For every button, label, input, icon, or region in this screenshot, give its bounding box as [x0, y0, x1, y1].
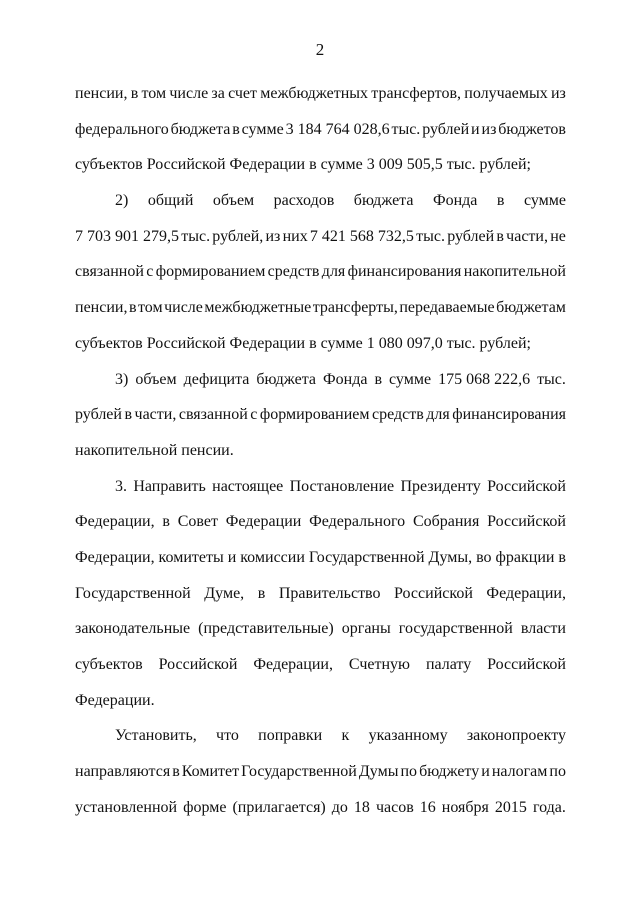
word: Федерации — [225, 513, 302, 531]
word: Российской — [487, 656, 566, 673]
text-line — [75, 183, 566, 219]
word: налогам — [491, 763, 548, 781]
word: 175 068 222,6 — [438, 370, 531, 388]
word: Российской — [487, 513, 566, 531]
text-line — [75, 718, 566, 754]
word: Установить, — [115, 727, 197, 745]
word: по — [549, 763, 566, 781]
word: 2) — [115, 192, 129, 210]
word: Совет — [177, 513, 218, 531]
word: числе — [164, 299, 203, 317]
word: бюджетам — [496, 299, 566, 317]
word: по — [400, 763, 418, 781]
word: формированием — [259, 406, 370, 424]
word: тыс. — [181, 227, 211, 245]
text-line — [75, 112, 566, 148]
word: в — [130, 85, 139, 102]
paragraph-deficit — [75, 362, 566, 469]
word: ноября — [441, 798, 489, 816]
word: государственной — [398, 620, 513, 638]
word: Федерации, — [486, 584, 566, 602]
word: федерального — [75, 120, 169, 138]
word: пенсии, — [75, 299, 128, 317]
text-line: Федерации. — [75, 691, 155, 709]
word: трансфертов, — [371, 85, 462, 102]
word: межбюджетные — [204, 299, 312, 317]
word: Российской — [394, 584, 473, 602]
word: для — [321, 263, 346, 281]
text-line — [75, 254, 566, 290]
page-number: 2 — [315, 40, 325, 59]
word: за — [211, 85, 225, 102]
word: Фонда — [323, 370, 368, 388]
word: объем — [135, 370, 177, 388]
word: 3. — [115, 477, 127, 495]
text-line — [75, 504, 566, 540]
paragraph-total-expenses — [75, 183, 566, 361]
text-line: субъектов Российской Федерации в сумме 3 009 505,5 тыс. рублей; — [75, 156, 531, 174]
word: субъектов — [75, 656, 143, 673]
word: них — [282, 227, 308, 245]
word: что — [216, 727, 239, 745]
word: власти — [520, 620, 566, 638]
text-line — [75, 397, 566, 433]
word: в — [558, 548, 566, 566]
word: указанному — [368, 727, 448, 745]
word: рублей — [75, 406, 122, 424]
word: Российской — [158, 656, 238, 673]
word: Российской — [487, 477, 566, 495]
word: том — [141, 85, 167, 102]
word: связанной — [75, 263, 144, 281]
word: 2015 — [494, 798, 527, 816]
word: получаемых — [464, 85, 548, 102]
word: тыс. — [391, 120, 421, 138]
paragraph-pension-transfers — [75, 76, 566, 183]
word: тыс. — [416, 227, 445, 245]
word: части, — [134, 406, 177, 424]
word: во — [476, 548, 492, 566]
word: сумме — [241, 120, 284, 138]
word: межбюджетных — [260, 85, 369, 102]
word: в — [374, 370, 383, 388]
word: Думе, — [204, 584, 245, 602]
word: настоящее — [212, 477, 284, 495]
word: до — [331, 798, 348, 816]
word: года. — [532, 798, 566, 816]
word: Счетную — [348, 656, 411, 673]
word: сумме — [389, 370, 432, 388]
word: к — [341, 727, 350, 745]
word: 16 — [419, 798, 436, 816]
word: и — [481, 763, 490, 781]
word: бюджета — [170, 120, 231, 138]
text-line: субъектов Российской Федерации в сумме 1 080 097,0 тыс. рублей; — [75, 334, 531, 352]
word: с — [146, 263, 154, 281]
word: бюджетов — [498, 120, 566, 138]
word: средств — [267, 263, 320, 281]
word: комиссии — [240, 548, 305, 566]
paragraph-amendments-deadline — [75, 718, 566, 825]
word: Федерации, — [75, 548, 155, 566]
word: в — [124, 406, 133, 424]
text-line — [75, 219, 566, 255]
document-body — [75, 76, 566, 825]
word: общий — [147, 192, 194, 210]
word: часов — [375, 798, 414, 816]
word: из — [550, 85, 566, 102]
word: Комитет — [181, 763, 240, 781]
word: Направить — [133, 477, 206, 495]
word: органы — [341, 620, 391, 638]
word: рублей — [422, 120, 470, 138]
word: Думы — [358, 763, 399, 781]
word: законодательные — [75, 620, 191, 638]
text-line: накопительной пенсии. — [75, 441, 234, 459]
text-line — [75, 540, 566, 576]
word: в — [162, 513, 170, 531]
text-line — [75, 790, 566, 826]
paragraph-send-resolution — [75, 469, 566, 719]
word: с — [250, 406, 258, 424]
word: накопительной — [463, 263, 566, 281]
word: финансирования — [347, 263, 462, 281]
word: Государственной — [241, 763, 357, 781]
word: (представительные) — [198, 620, 334, 638]
word: бюджета — [256, 370, 317, 388]
word: Думы, — [428, 548, 473, 566]
word: рублей, — [212, 227, 264, 245]
word: палату — [425, 656, 472, 673]
word: средств — [371, 406, 424, 424]
word: счет — [228, 85, 258, 102]
word: комитеты — [158, 548, 224, 566]
word: числе — [169, 85, 209, 102]
word: бюджету — [419, 763, 480, 781]
text-line — [75, 611, 566, 647]
word: в — [496, 227, 504, 245]
word: финансирования — [452, 406, 566, 424]
word: законопроекту — [466, 727, 566, 745]
word: дефицита — [183, 370, 250, 388]
word: расходов — [273, 192, 335, 210]
text-line — [75, 647, 566, 683]
word: Государственной — [308, 548, 425, 566]
word: связанной — [178, 406, 248, 424]
word: части, — [506, 227, 548, 245]
word: 18 — [353, 798, 370, 816]
text-line — [75, 362, 566, 398]
word: передаваемые — [399, 299, 495, 317]
word: Федерального — [309, 513, 406, 531]
word: в — [172, 763, 180, 781]
word: для — [426, 406, 450, 424]
word: рублей — [447, 227, 495, 245]
word: пенсии, — [75, 85, 128, 102]
text-line — [75, 76, 566, 112]
text-line — [75, 290, 566, 326]
word: Государственной — [75, 584, 191, 602]
word: Собрания — [412, 513, 480, 531]
word: в — [496, 192, 505, 210]
word: Фонда — [432, 192, 478, 210]
word: Постановление — [289, 477, 395, 495]
word: Федерации, — [75, 513, 155, 531]
word: и — [227, 548, 237, 566]
word: Правительство — [278, 584, 381, 602]
word: 3) — [115, 370, 129, 388]
word: Президенту — [400, 477, 481, 495]
word: и — [471, 120, 480, 138]
word: формированием — [155, 263, 266, 281]
text-line — [75, 754, 566, 790]
word: (прилагается) — [232, 798, 326, 816]
word: 7 421 568 732,5 — [309, 227, 414, 245]
word: тыс. — [537, 370, 566, 388]
word: из — [265, 227, 281, 245]
word: не — [550, 227, 566, 245]
word: в — [232, 120, 240, 138]
word: поправки — [258, 727, 323, 745]
word: бюджета — [353, 192, 414, 210]
word: фракции — [495, 548, 555, 566]
text-line — [75, 469, 566, 505]
word: в — [128, 299, 137, 317]
word: том — [137, 299, 163, 317]
word: сумме — [523, 192, 566, 210]
word: установленной — [75, 798, 178, 816]
word: трансферты, — [312, 299, 398, 317]
text-line — [75, 576, 566, 612]
word: 7 703 901 279,5 — [75, 227, 179, 245]
word: в — [257, 584, 266, 602]
word: 3 184 764 028,6 — [285, 120, 390, 138]
word: форме — [183, 798, 227, 816]
word: объем — [212, 192, 255, 210]
word: направляются — [75, 763, 171, 781]
word: Федерации, — [253, 656, 333, 673]
word: из — [481, 120, 497, 138]
